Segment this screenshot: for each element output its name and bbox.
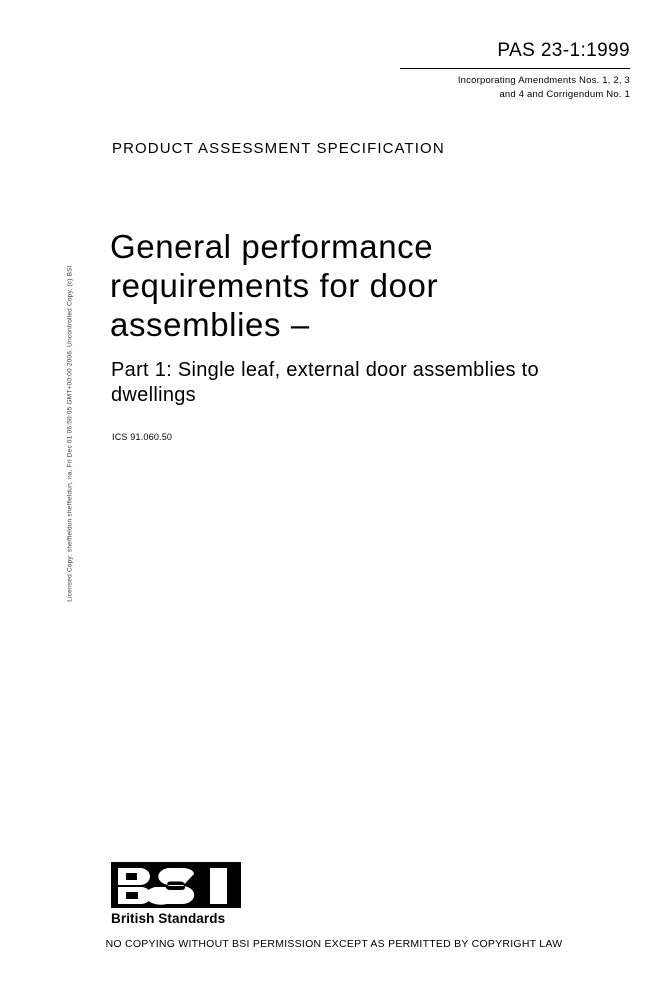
amendments-line-2: and 4 and Corrigendum No. 1 <box>499 89 630 100</box>
amendments-note <box>458 74 630 102</box>
license-side-note: Licensed Copy: sheffieldun sheffieldun, na, Fri Dec 01 06:50:05 GMT+00:00 2006, Uncontrolled Copy, (c) BSI <box>66 265 74 602</box>
header-divider <box>400 68 630 69</box>
bsi-logo-icon <box>111 862 241 908</box>
page-title: General performance requirements for door assemblies – <box>110 228 439 344</box>
bsi-logo <box>111 862 251 926</box>
amendments-line-1: Incorporating Amendments Nos. 1, 2, 3 <box>457 75 630 86</box>
ics-code: ICS 91.060.50 <box>112 432 173 442</box>
page-subtitle: Part 1: Single leaf, external door assemblies to dwellings <box>111 359 539 406</box>
specification-kicker: PRODUCT ASSESSMENT SPECIFICATION <box>112 140 445 157</box>
document-reference: PAS 23-1:1999 <box>497 40 630 61</box>
bsi-logo-caption: British Standards <box>111 911 226 926</box>
copyright-footer: NO COPYING WITHOUT BSI PERMISSION EXCEPT AS PERMITTED BY COPYRIGHT LAW <box>105 938 563 950</box>
